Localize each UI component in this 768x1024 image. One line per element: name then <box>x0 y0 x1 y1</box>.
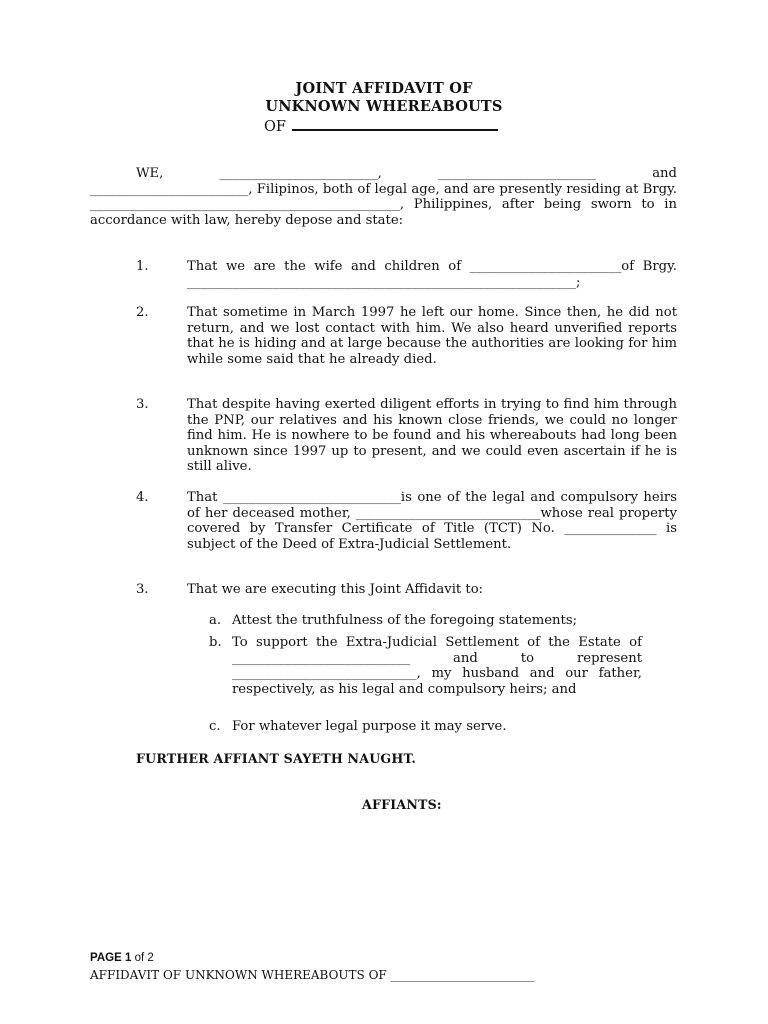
item-2-text: That sometime in March 1997 he left our home. Since then, he did not return, and we lost contact with him. We also heard unverified reports that he is hiding and at large because the authorities are looking for him while some said that he already died. <box>187 305 677 367</box>
document-title-line-1: JOINT AFFIDAVIT OF <box>295 80 473 97</box>
document-title-line-2: UNKNOWN WHEREABOUTS <box>265 98 503 115</box>
document-title-of-line <box>264 115 498 135</box>
sub-item-a-letter: a. <box>209 613 222 628</box>
footer-page-number: 1 <box>124 952 132 964</box>
footer-page-total: of 2 <box>134 952 154 964</box>
item-3-text: That despite having exerted diligent efforts in trying to find him through the PNP, our relatives and his known close friends, we could no longer find him. He is nowhere to be found and his whereabouts had long been unknown since 1997 up to present, and we could even ascertain if he is still alive. <box>187 397 677 475</box>
footer-page-indicator <box>90 952 154 964</box>
sub-item-c-text: For whatever legal purpose it may serve. <box>232 719 507 734</box>
title-of-label: OF <box>264 119 286 135</box>
affiants-label: AFFIANTS: <box>362 797 442 812</box>
footer-running-title: AFFIDAVIT OF UNKNOWN WHEREABOUTS OF ________________________ <box>90 968 535 982</box>
item-3-number: 3. <box>136 397 149 412</box>
item-5-number: 3. <box>136 582 149 597</box>
item-1-number: 1. <box>136 259 149 274</box>
sub-item-c-letter: c. <box>209 719 221 734</box>
sub-item-b-letter: b. <box>209 635 222 650</box>
title-name-blank <box>292 115 498 131</box>
item-1-text: That we are the wife and children of _______________________of Brgy. ___________________________________________________________; <box>187 259 677 290</box>
intro-paragraph <box>90 166 677 228</box>
footer-page-prefix: PAGE <box>90 952 122 964</box>
intro-text: WE, ________________________, ________________________ and ________________________, Filipinos, both of legal age, and are presently residing at Brgy. _______________________________________________, Philippines, after being sworn to in accordance with law, hereby depose and state: <box>90 166 677 228</box>
item-4-text: That ___________________________is one of the legal and compulsory heirs of her deceased mother, ____________________________whose real property covered by Transfer Certificate of Title (TCT) No. ______________ is subject of the Deed of Extra-Judicial Settlement. <box>187 490 677 552</box>
sub-item-b-text: To support the Extra-Judicial Settlement of the Estate of ___________________________ and to represent ____________________________, my husband and our father, respectively, as his legal and compulsory heirs; and <box>232 635 642 697</box>
item-4-number: 4. <box>136 490 149 505</box>
item-5-text: That we are executing this Joint Affidavit to: <box>187 582 484 597</box>
item-2-number: 2. <box>136 305 149 320</box>
closing-statement: FURTHER AFFIANT SAYETH NAUGHT. <box>136 751 417 766</box>
sub-item-a-text: Attest the truthfulness of the foregoing statements; <box>232 613 578 628</box>
